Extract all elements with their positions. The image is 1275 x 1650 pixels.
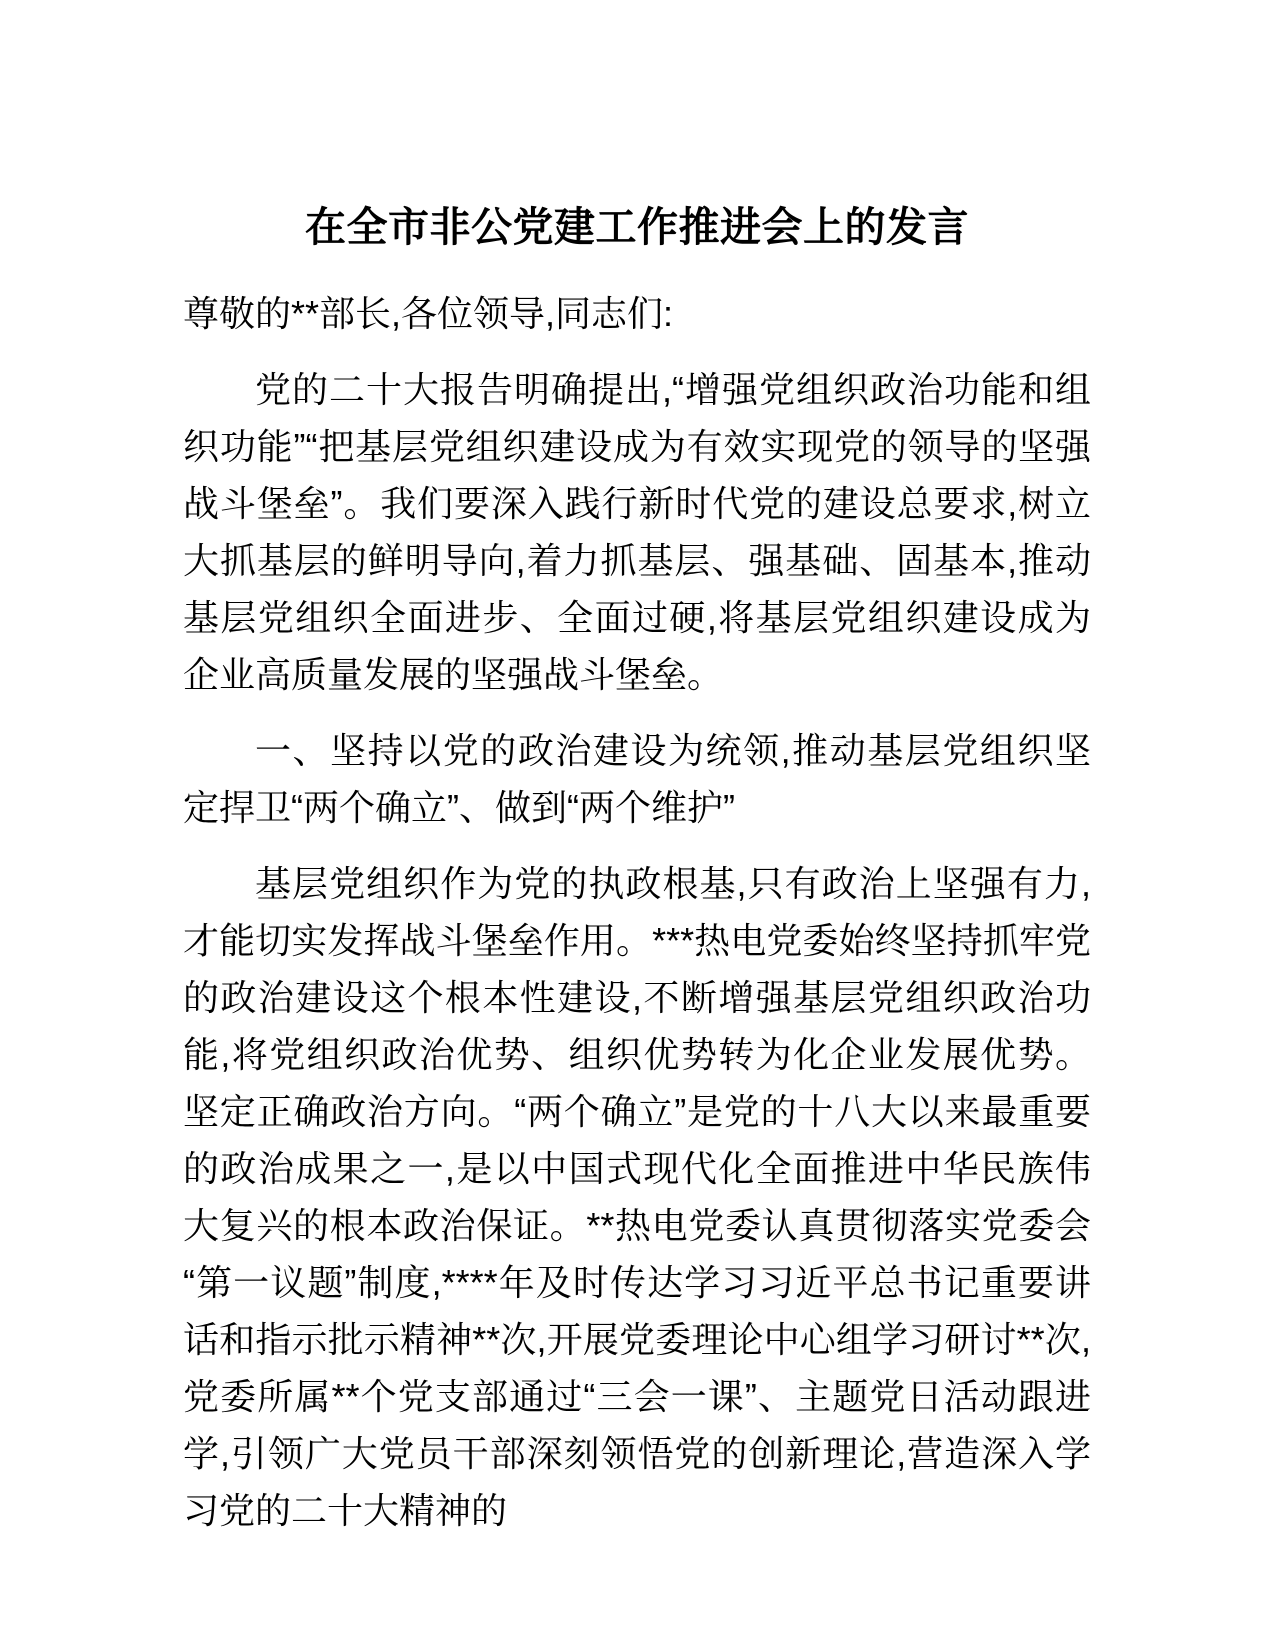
paragraph-salutation: 尊敬的**部长,各位领导,同志们:: [183, 293, 674, 334]
paragraph-section-one-body: 基层党组织作为党的执政根基,只有政治上坚强有力,才能切实发挥战斗堡垒作用。***热电党委始终坚持抓牢党的政治建设这个根本性建设,不断增强基层党组织政治功能,将党组织政治优势、组织优势转为化企业发展优势。坚定正确政治方向。“两个确立”是党的十八大以来最重要的政治成果之一,是以中国式现代化全面推进中华民族伟大复兴的根本政治保证。**热电党委认真贯彻落实党委会“第一议题”制度,****年及时传达学习习近平总书记重要讲话和指示批示精神**次,开展党委理论中心组学习研讨**次,党委所属**个党支部通过“三会一课”、主题党日活动跟进学,引领广大党员干部深刻领悟党的创新理论,营造深入学习党的二十大精神的: [183, 863, 1091, 1531]
section-heading-one: 一、坚持以党的政治建设为统领,推动基层党组织坚定捍卫“两个确立”、做到“两个维护”: [183, 730, 1091, 828]
page-title: 在全市非公党建工作推进会上的发言: [305, 204, 969, 250]
document-body: [183, 0, 1091, 1539]
paragraph-opening: 党的二十大报告明确提出,“增强党组织政治功能和组织功能”“把基层党组织建设成为有效实现党的领导的坚强战斗堡垒”。我们要深入践行新时代党的建设总要求,树立大抓基层的鲜明导向,着力抓基层、强基础、固基本,推动基层党组织全面进步、全面过硬,将基层党组织建设成为企业高质量发展的坚强战斗堡垒。: [183, 369, 1091, 695]
